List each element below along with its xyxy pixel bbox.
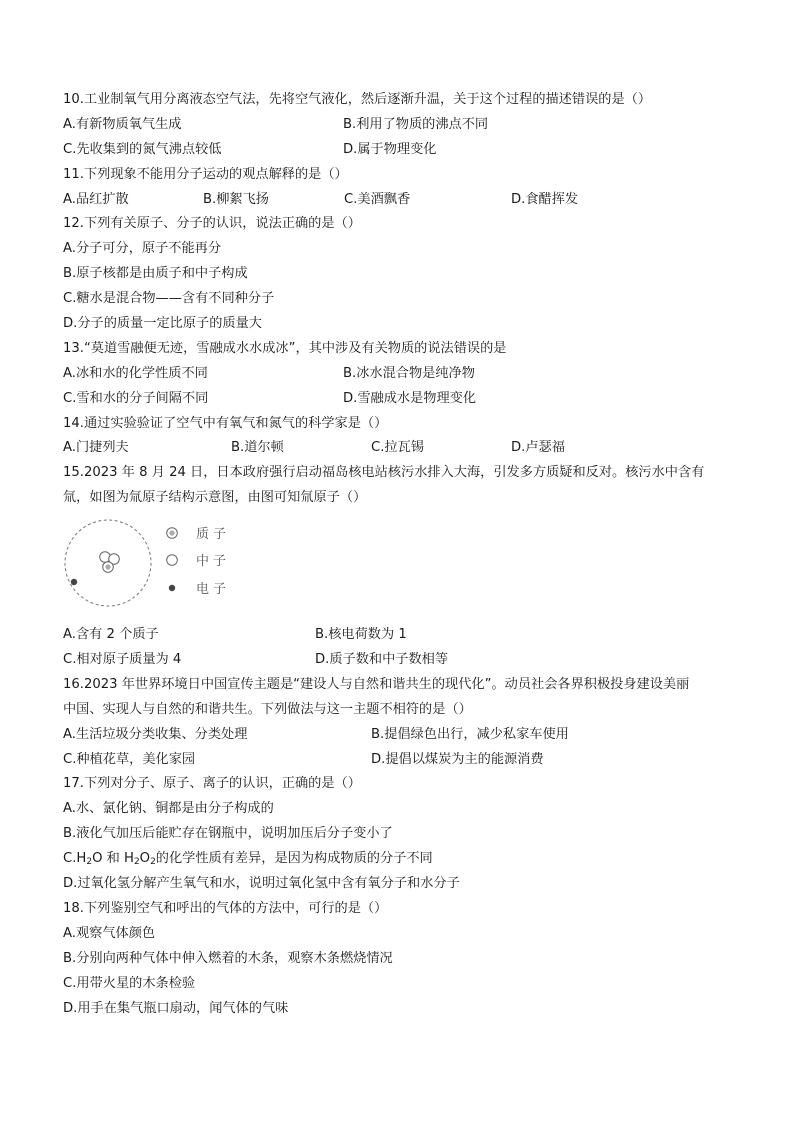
- q13-option-a: A.冰和水的化学性质不同: [63, 365, 208, 381]
- q10-options-row1: [63, 113, 743, 138]
- neutron-legend-icon: [167, 555, 178, 566]
- q11-option-b: B.柳絮飞扬: [203, 191, 269, 207]
- q12-option-d: D.分子的质量一定比原子的质量大: [63, 316, 262, 332]
- question-sheet: [63, 88, 743, 1021]
- q17-option-a: A.水、氯化钠、铜都是由分子构成的: [63, 801, 274, 817]
- q10-option-c: C.先收集到的氮气沸点较低: [63, 141, 222, 157]
- q14-options: [63, 436, 743, 461]
- q16-option-a: A.生活垃圾分类收集、分类处理: [63, 726, 248, 742]
- q17-option-d: D.过氧化氢分解产生氧气和水，说明过氧化氢中含有氧分子和水分子: [63, 876, 460, 892]
- q16-options-row1: [63, 723, 743, 748]
- q17-c-prefix: C.H: [63, 851, 87, 867]
- legend-neutron-label: 中子: [196, 554, 231, 570]
- q11-option-a: A.品红扩散: [63, 191, 129, 207]
- q15-option-b: B.核电荷数为 1: [315, 627, 407, 643]
- q13-options-row1: [63, 362, 743, 387]
- q16-stem-line1: 16.2023 年世界环境日中国宣传主题是“建设人与自然和谐共生的现代化”。动员社会各界积极投身建设美丽: [63, 676, 690, 692]
- q11-option-c: C.美酒飘香: [344, 191, 411, 207]
- q17-option-b: B.液化气加压后能贮存在钢瓶中，说明加压后分子变小了: [63, 826, 393, 842]
- q14-stem: 14.通过实验验证了空气中有氧气和氮气的科学家是（）: [63, 415, 388, 431]
- q10-stem: 10.工业制氧气用分离液态空气法，先将空气液化，然后逐渐升温，关于这个过程的描述错误的是（）: [63, 92, 652, 107]
- legend-proton-label: 质子: [196, 527, 231, 543]
- electron-particle: [71, 579, 77, 585]
- q10-option-b: B.利用了物质的沸点不同: [343, 116, 489, 132]
- q15-stem-line1: 15.2023 年 8 月 24 日，日本政府强行启动福岛核电站核污水排入大海，引发多方质疑和反对。核污水中含有: [63, 465, 705, 481]
- q18-option-b: B.分别向两种气体中伸入燃着的木条，观察木条燃烧情况: [63, 950, 393, 966]
- q18-option-c: C.用带火星的木条检验: [63, 975, 196, 991]
- q18-option-d: D.用手在集气瓶口扇动，闻气体的气味: [63, 1000, 289, 1016]
- legend-electron-label: 电子: [196, 582, 231, 598]
- q12-stem: 12.下列有关原子、分子的认识，说法正确的是（）: [63, 216, 361, 232]
- q11-options: [63, 188, 743, 213]
- q15-options-row2: [63, 648, 743, 673]
- q18-stem: 18.下列鉴别空气和呼出的气体的方法中，可行的是（）: [63, 900, 388, 916]
- q13-options-row2: [63, 387, 743, 412]
- q11-stem: 11.下列现象不能用分子运动的观点解释的是（）: [63, 166, 348, 182]
- q16-option-c: C.种植花草，美化家园: [63, 751, 196, 767]
- q15-option-c: C.相对原子质量为 4: [63, 652, 182, 668]
- q17-c-mid: O 和 H: [92, 851, 134, 867]
- q10-option-d: D.属于物理变化: [343, 141, 437, 157]
- q13-option-d: D.雪融成水是物理变化: [343, 390, 477, 406]
- q14-option-b: B.道尔顿: [231, 440, 284, 456]
- q17-c-sub1: 2: [86, 857, 93, 868]
- q13-option-b: B.冰水混合物是纯净物: [343, 365, 475, 381]
- q14-option-a: A.门捷列夫: [63, 440, 129, 456]
- q12-option-c: C.糖水是混合物——含有不同种分子: [63, 291, 275, 307]
- q10-options-row2: [63, 138, 743, 163]
- q13-stem: 13.“莫道雪融便无迹，雪融成水水成冰”，其中涉及有关物质的说法错误的是: [63, 340, 507, 356]
- q10-option-a: A.有新物质氧气生成: [63, 116, 182, 132]
- q14-option-d: D.卢瑟福: [511, 440, 565, 456]
- q16-option-d: D.提倡以煤炭为主的能源消费: [371, 751, 544, 767]
- q17-option-c: [63, 847, 743, 872]
- q17-stem: 17.下列对分子、原子、离子的认识，正确的是（）: [63, 776, 361, 792]
- q16-option-b: B.提倡绿色出行，减少私家车使用: [371, 726, 569, 742]
- legend-neutron: [167, 553, 230, 569]
- q17-c-mid2: O: [139, 851, 151, 867]
- q15-option-d: D.质子数和中子数相等: [315, 652, 449, 668]
- q16-stem-line2: 中国、实现人与自然的和谐共生。下列做法与这一主题不相符的是（）: [63, 701, 472, 717]
- legend-proton: [167, 527, 230, 542]
- q17-c-sub2: 2: [133, 857, 140, 868]
- q15-option-a: A.含有 2 个质子: [63, 627, 159, 643]
- legend-electron: [169, 581, 230, 597]
- q18-option-a: A.观察气体颜色: [63, 925, 156, 941]
- q11-option-d: D.食醋挥发: [511, 191, 579, 207]
- q15-options-row1: [63, 623, 743, 648]
- atom-structure-figure: [63, 511, 263, 623]
- q12-option-a: A.分子可分，原子不能再分: [63, 241, 222, 257]
- q16-options-row2: [63, 748, 743, 773]
- q17-c-sub3: 2: [150, 857, 156, 868]
- q15-stem-line2: 氚，如图为氚原子结构示意图，由图可知氚原子（）: [63, 490, 367, 506]
- proton-core: [105, 565, 110, 570]
- nucleus: [100, 552, 120, 573]
- q14-option-c: C.拉瓦锡: [371, 440, 424, 456]
- electron-legend-icon: [169, 585, 175, 591]
- q12-option-b: B.原子核都是由质子和中子构成: [63, 266, 248, 282]
- tritium-atom-diagram: [63, 511, 743, 623]
- q13-option-c: C.雪和水的分子间隔不同: [63, 390, 209, 406]
- q17-c-suffix: 的化学性质有差异，是因为构成物质的分子不同: [155, 851, 433, 867]
